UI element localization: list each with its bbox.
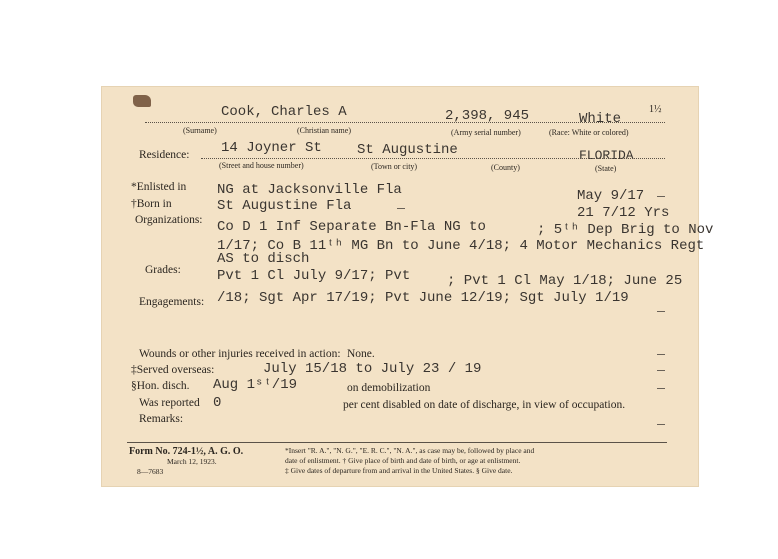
service-record-card xyxy=(101,86,714,487)
christian-name-value: Charles A xyxy=(271,104,347,120)
town-value: St Augustine xyxy=(357,142,458,158)
age-value: 21 7/12 Yrs xyxy=(577,205,670,221)
remarks-label: Remarks: xyxy=(139,413,184,425)
residence-rule xyxy=(201,158,665,159)
engagements-label: Engagements: xyxy=(139,296,205,308)
serial-number-value: 2,398, 945 xyxy=(445,108,530,124)
discharge-value: Aug 1ˢᵗ/19 xyxy=(213,377,298,393)
grades-label: Grades: xyxy=(145,264,181,276)
reported-tail: per cent disabled on date of discharge, in view of occupation. xyxy=(343,399,626,411)
corner-mark: 1½ xyxy=(649,104,662,115)
caption-street: (Street and house number) xyxy=(219,161,304,170)
organizations-line-3: AS to disch xyxy=(217,251,310,267)
street-value: 14 Joyner St xyxy=(221,140,322,156)
caption-state: (State) xyxy=(595,164,617,173)
caption-town: (Town or city) xyxy=(371,162,418,171)
organizations-label: Organizations: xyxy=(135,214,203,226)
form-number: Form No. 724-1½, A. G. O. xyxy=(129,446,244,457)
organizations-line-1b: ; 5ᵗʰ Dep Brig to Nov xyxy=(537,222,714,238)
footnote-3: ‡ Give dates of departure from and arrival in the United States. § Give date. xyxy=(285,466,513,475)
grades-line-1: Pvt 1 Cl July 9/17; Pvt xyxy=(217,268,411,284)
state-value: FLORIDA xyxy=(579,148,634,163)
header-rule xyxy=(145,122,665,123)
born-value: St Augustine Fla xyxy=(217,198,352,214)
caption-christian-name: (Christian name) xyxy=(297,126,351,135)
discharge-reason: on demobilization xyxy=(347,382,431,394)
reported-value: 0 xyxy=(213,395,222,411)
staple-mark xyxy=(133,95,151,107)
footer-rule xyxy=(127,442,667,443)
overseas-value: July 15/18 to July 23 / 19 xyxy=(263,361,482,377)
enlisted-date: May 9/17 xyxy=(577,188,645,204)
grades-line-2: /18; Sgt Apr 17/19; Pvt June 12/19; Sgt July 1/19 xyxy=(217,290,629,306)
discharge-label: §Hon. disch. xyxy=(131,380,190,392)
footnote-2: date of enlistment. † Give place of birth and date of birth, or age at enlistment. xyxy=(285,456,521,465)
race-value: White xyxy=(579,111,622,127)
grades-line-1b: ; Pvt 1 Cl May 1/18; June 25 xyxy=(447,273,683,289)
organizations-line-1: Co D 1 Inf Separate Bn-Fla NG to xyxy=(217,219,486,235)
enlisted-value: NG at Jacksonville Fla xyxy=(217,182,402,198)
organizations-line-2: 1/17; Co B 11ᵗʰ MG Bn to June 4/18; 4 Motor Mechanics Regt xyxy=(217,238,705,254)
surname-value: Cook, xyxy=(221,104,264,120)
caption-surname: (Surname) xyxy=(183,126,217,135)
enlisted-label: *Enlisted in xyxy=(131,181,187,193)
caption-county: (County) xyxy=(491,163,520,172)
residence-label: Residence: xyxy=(139,149,190,161)
caption-race: (Race: White or colored) xyxy=(549,128,629,137)
form-date: March 12, 1923. xyxy=(167,457,217,466)
footnote-1: *Insert "R. A.", "N. G.", "E. R. C.", "N. A.", as case may be, followed by place and xyxy=(285,446,535,455)
overseas-label: ‡Served overseas: xyxy=(131,364,215,376)
born-label: †Born in xyxy=(131,198,172,210)
form-code: 8—7683 xyxy=(137,467,164,476)
wounds-label: Wounds or other injuries received in action: xyxy=(139,348,341,360)
reported-label: Was reported xyxy=(139,397,200,409)
caption-serial: (Army serial number) xyxy=(451,128,521,137)
wounds-value: None. xyxy=(347,348,375,360)
